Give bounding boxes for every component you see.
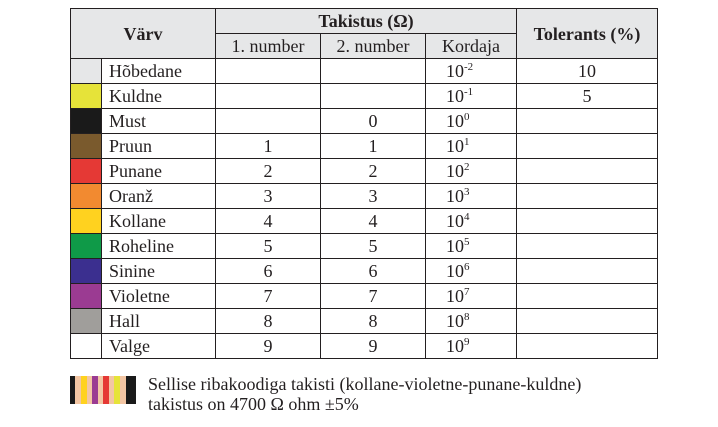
color-swatch bbox=[71, 134, 102, 159]
multiplier-base: 10 bbox=[446, 186, 464, 206]
multiplier-base: 10 bbox=[446, 61, 464, 81]
table-row bbox=[71, 234, 658, 259]
color-swatch bbox=[71, 84, 102, 109]
multiplier-exponent: 6 bbox=[464, 261, 470, 273]
second-digit-cell: 8 bbox=[321, 309, 426, 334]
footer-line-1: Sellise ribakoodiga takisti (kollane-violetne-punane-kuldne) bbox=[148, 374, 582, 394]
color-swatch bbox=[71, 284, 102, 309]
multiplier-base: 10 bbox=[446, 86, 464, 106]
multiplier-cell bbox=[426, 109, 517, 134]
table-row bbox=[71, 109, 658, 134]
first-digit-cell: 5 bbox=[216, 234, 321, 259]
second-digit-cell: 9 bbox=[321, 334, 426, 359]
tolerance-cell: 10 bbox=[517, 59, 658, 84]
multiplier-base: 10 bbox=[446, 136, 464, 156]
first-digit-cell: 6 bbox=[216, 259, 321, 284]
multiplier-cell bbox=[426, 159, 517, 184]
color-swatch bbox=[71, 109, 102, 134]
first-digit-cell: 3 bbox=[216, 184, 321, 209]
header-second-number: 2. number bbox=[321, 34, 426, 59]
multiplier-cell bbox=[426, 59, 517, 84]
tolerance-cell bbox=[517, 309, 658, 334]
resistor-color-code-table bbox=[70, 8, 658, 359]
color-swatch bbox=[71, 259, 102, 284]
table-row bbox=[71, 159, 658, 184]
multiplier-exponent: 0 bbox=[464, 111, 470, 123]
table-row bbox=[71, 184, 658, 209]
header-tolerance: Tolerants (%) bbox=[517, 9, 658, 59]
multiplier-cell bbox=[426, 334, 517, 359]
color-swatch bbox=[71, 309, 102, 334]
second-digit-cell bbox=[321, 59, 426, 84]
second-digit-cell: 0 bbox=[321, 109, 426, 134]
multiplier-cell bbox=[426, 84, 517, 109]
second-digit-cell bbox=[321, 84, 426, 109]
color-name: Punane bbox=[102, 159, 216, 184]
tolerance-cell bbox=[517, 234, 658, 259]
color-name: Violetne bbox=[102, 284, 216, 309]
color-code-table-container bbox=[70, 8, 658, 359]
first-digit-cell: 4 bbox=[216, 209, 321, 234]
second-digit-cell: 1 bbox=[321, 134, 426, 159]
multiplier-base: 10 bbox=[446, 236, 464, 256]
table-row bbox=[71, 284, 658, 309]
multiplier-base: 10 bbox=[446, 111, 464, 131]
color-name: Hõbedane bbox=[102, 59, 216, 84]
multiplier-cell bbox=[426, 234, 517, 259]
first-digit-cell: 2 bbox=[216, 159, 321, 184]
first-digit-cell bbox=[216, 109, 321, 134]
second-digit-cell: 5 bbox=[321, 234, 426, 259]
color-swatch bbox=[71, 184, 102, 209]
header-color: Värv bbox=[71, 9, 216, 59]
multiplier-cell bbox=[426, 309, 517, 334]
multiplier-exponent: -2 bbox=[464, 61, 474, 73]
tolerance-cell: 5 bbox=[517, 84, 658, 109]
multiplier-exponent: 3 bbox=[464, 186, 470, 198]
second-digit-cell: 3 bbox=[321, 184, 426, 209]
header-multiplier: Kordaja bbox=[426, 34, 517, 59]
table-row bbox=[71, 59, 658, 84]
multiplier-exponent: 1 bbox=[464, 136, 470, 148]
multiplier-exponent: -1 bbox=[464, 86, 474, 98]
multiplier-cell bbox=[426, 284, 517, 309]
header-resistance: Takistus (Ω) bbox=[216, 9, 517, 34]
tolerance-cell bbox=[517, 334, 658, 359]
table-row bbox=[71, 134, 658, 159]
table-row bbox=[71, 309, 658, 334]
first-digit-cell bbox=[216, 59, 321, 84]
color-swatch bbox=[71, 209, 102, 234]
multiplier-cell bbox=[426, 134, 517, 159]
color-swatch bbox=[71, 334, 102, 359]
footer-line-2: takistus on 4700 Ω ohm ±5% bbox=[148, 394, 359, 414]
multiplier-base: 10 bbox=[446, 261, 464, 281]
table-row bbox=[71, 259, 658, 284]
second-digit-cell: 7 bbox=[321, 284, 426, 309]
second-digit-cell: 2 bbox=[321, 159, 426, 184]
multiplier-base: 10 bbox=[446, 286, 464, 306]
tolerance-cell bbox=[517, 184, 658, 209]
barcode-stripe bbox=[126, 376, 136, 404]
first-digit-cell: 7 bbox=[216, 284, 321, 309]
multiplier-base: 10 bbox=[446, 336, 464, 356]
color-swatch bbox=[71, 234, 102, 259]
color-name: Roheline bbox=[102, 234, 216, 259]
table-row bbox=[71, 209, 658, 234]
color-name: Oranž bbox=[102, 184, 216, 209]
multiplier-exponent: 2 bbox=[464, 161, 470, 173]
multiplier-exponent: 8 bbox=[464, 311, 470, 323]
tolerance-cell bbox=[517, 284, 658, 309]
tolerance-cell bbox=[517, 209, 658, 234]
multiplier-base: 10 bbox=[446, 311, 464, 331]
tolerance-cell bbox=[517, 134, 658, 159]
color-name: Sinine bbox=[102, 259, 216, 284]
color-swatch bbox=[71, 59, 102, 84]
tolerance-cell bbox=[517, 109, 658, 134]
multiplier-base: 10 bbox=[446, 161, 464, 181]
color-name: Pruun bbox=[102, 134, 216, 159]
first-digit-cell: 9 bbox=[216, 334, 321, 359]
table-row bbox=[71, 334, 658, 359]
color-name: Must bbox=[102, 109, 216, 134]
color-name: Kollane bbox=[102, 209, 216, 234]
multiplier-exponent: 7 bbox=[464, 286, 470, 298]
resistor-barcode-icon bbox=[70, 376, 136, 404]
color-name: Valge bbox=[102, 334, 216, 359]
multiplier-exponent: 9 bbox=[464, 336, 470, 348]
color-swatch bbox=[71, 159, 102, 184]
tolerance-cell bbox=[517, 259, 658, 284]
second-digit-cell: 4 bbox=[321, 209, 426, 234]
color-name: Hall bbox=[102, 309, 216, 334]
table-row bbox=[71, 84, 658, 109]
multiplier-exponent: 4 bbox=[464, 211, 470, 223]
multiplier-base: 10 bbox=[446, 211, 464, 231]
multiplier-cell bbox=[426, 209, 517, 234]
header-first-number: 1. number bbox=[216, 34, 321, 59]
color-name: Kuldne bbox=[102, 84, 216, 109]
first-digit-cell: 8 bbox=[216, 309, 321, 334]
multiplier-exponent: 5 bbox=[464, 236, 470, 248]
footer-text bbox=[148, 374, 581, 414]
multiplier-cell bbox=[426, 184, 517, 209]
multiplier-cell bbox=[426, 259, 517, 284]
first-digit-cell: 1 bbox=[216, 134, 321, 159]
second-digit-cell: 6 bbox=[321, 259, 426, 284]
tolerance-cell bbox=[517, 159, 658, 184]
first-digit-cell bbox=[216, 84, 321, 109]
table-body bbox=[71, 59, 658, 359]
